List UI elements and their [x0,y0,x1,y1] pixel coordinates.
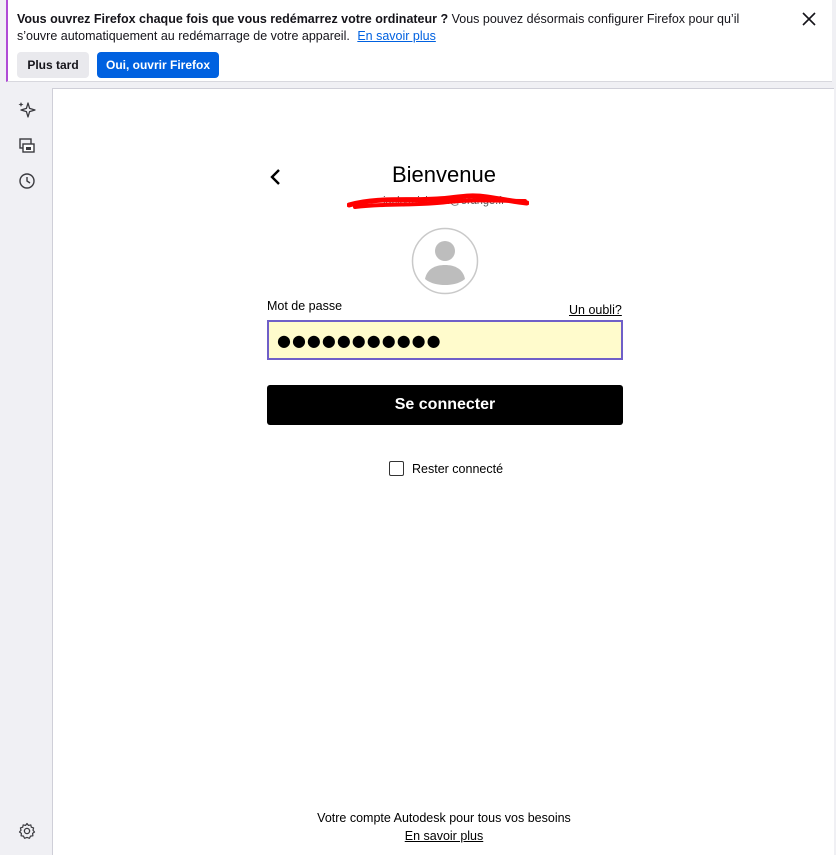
avatar [411,227,479,295]
later-button[interactable]: Plus tard [17,52,89,78]
notification-bar [6,0,832,82]
footer-link-wrap [53,829,835,843]
close-icon[interactable] [800,10,818,28]
page-title: Bienvenue [392,162,496,187]
history-icon[interactable] [17,171,37,191]
password-field[interactable] [267,320,623,360]
remember-me[interactable] [389,461,503,476]
forgot-password-link[interactable]: Un oubli? [569,303,622,317]
gear-icon[interactable] [17,821,37,841]
sparkle-icon[interactable] [17,100,37,120]
notification-message [17,11,777,45]
account-email: jackymichaud@orange.fr [383,195,505,207]
notification-body-text: Vous pouvez désormais configurer Firefox pour qu’il s’ouvre automatiquement au redémarrage de votre appareil. [17,12,740,43]
footer-text: Votre compte Autodesk pour tous vos besoins [317,811,571,825]
remember-label: Rester connecté [412,461,504,476]
synced-tabs-icon[interactable] [17,136,37,156]
notification-bold-text: Vous ouvrez Firefox chaque fois que vous redémarrez votre ordinateur ? [17,12,449,26]
main-content [52,88,834,855]
password-label: Mot de passe [267,299,343,313]
redaction-scribble [347,189,529,213]
connect-button[interactable]: Se connecter [267,385,623,425]
footer-learn-more-link[interactable]: En savoir plus [404,829,484,843]
notification-learn-more-link[interactable]: En savoir plus [357,29,436,43]
remember-checkbox[interactable] [389,461,404,476]
sidebar [0,88,52,855]
open-firefox-button[interactable]: Oui, ouvrir Firefox [97,52,219,78]
